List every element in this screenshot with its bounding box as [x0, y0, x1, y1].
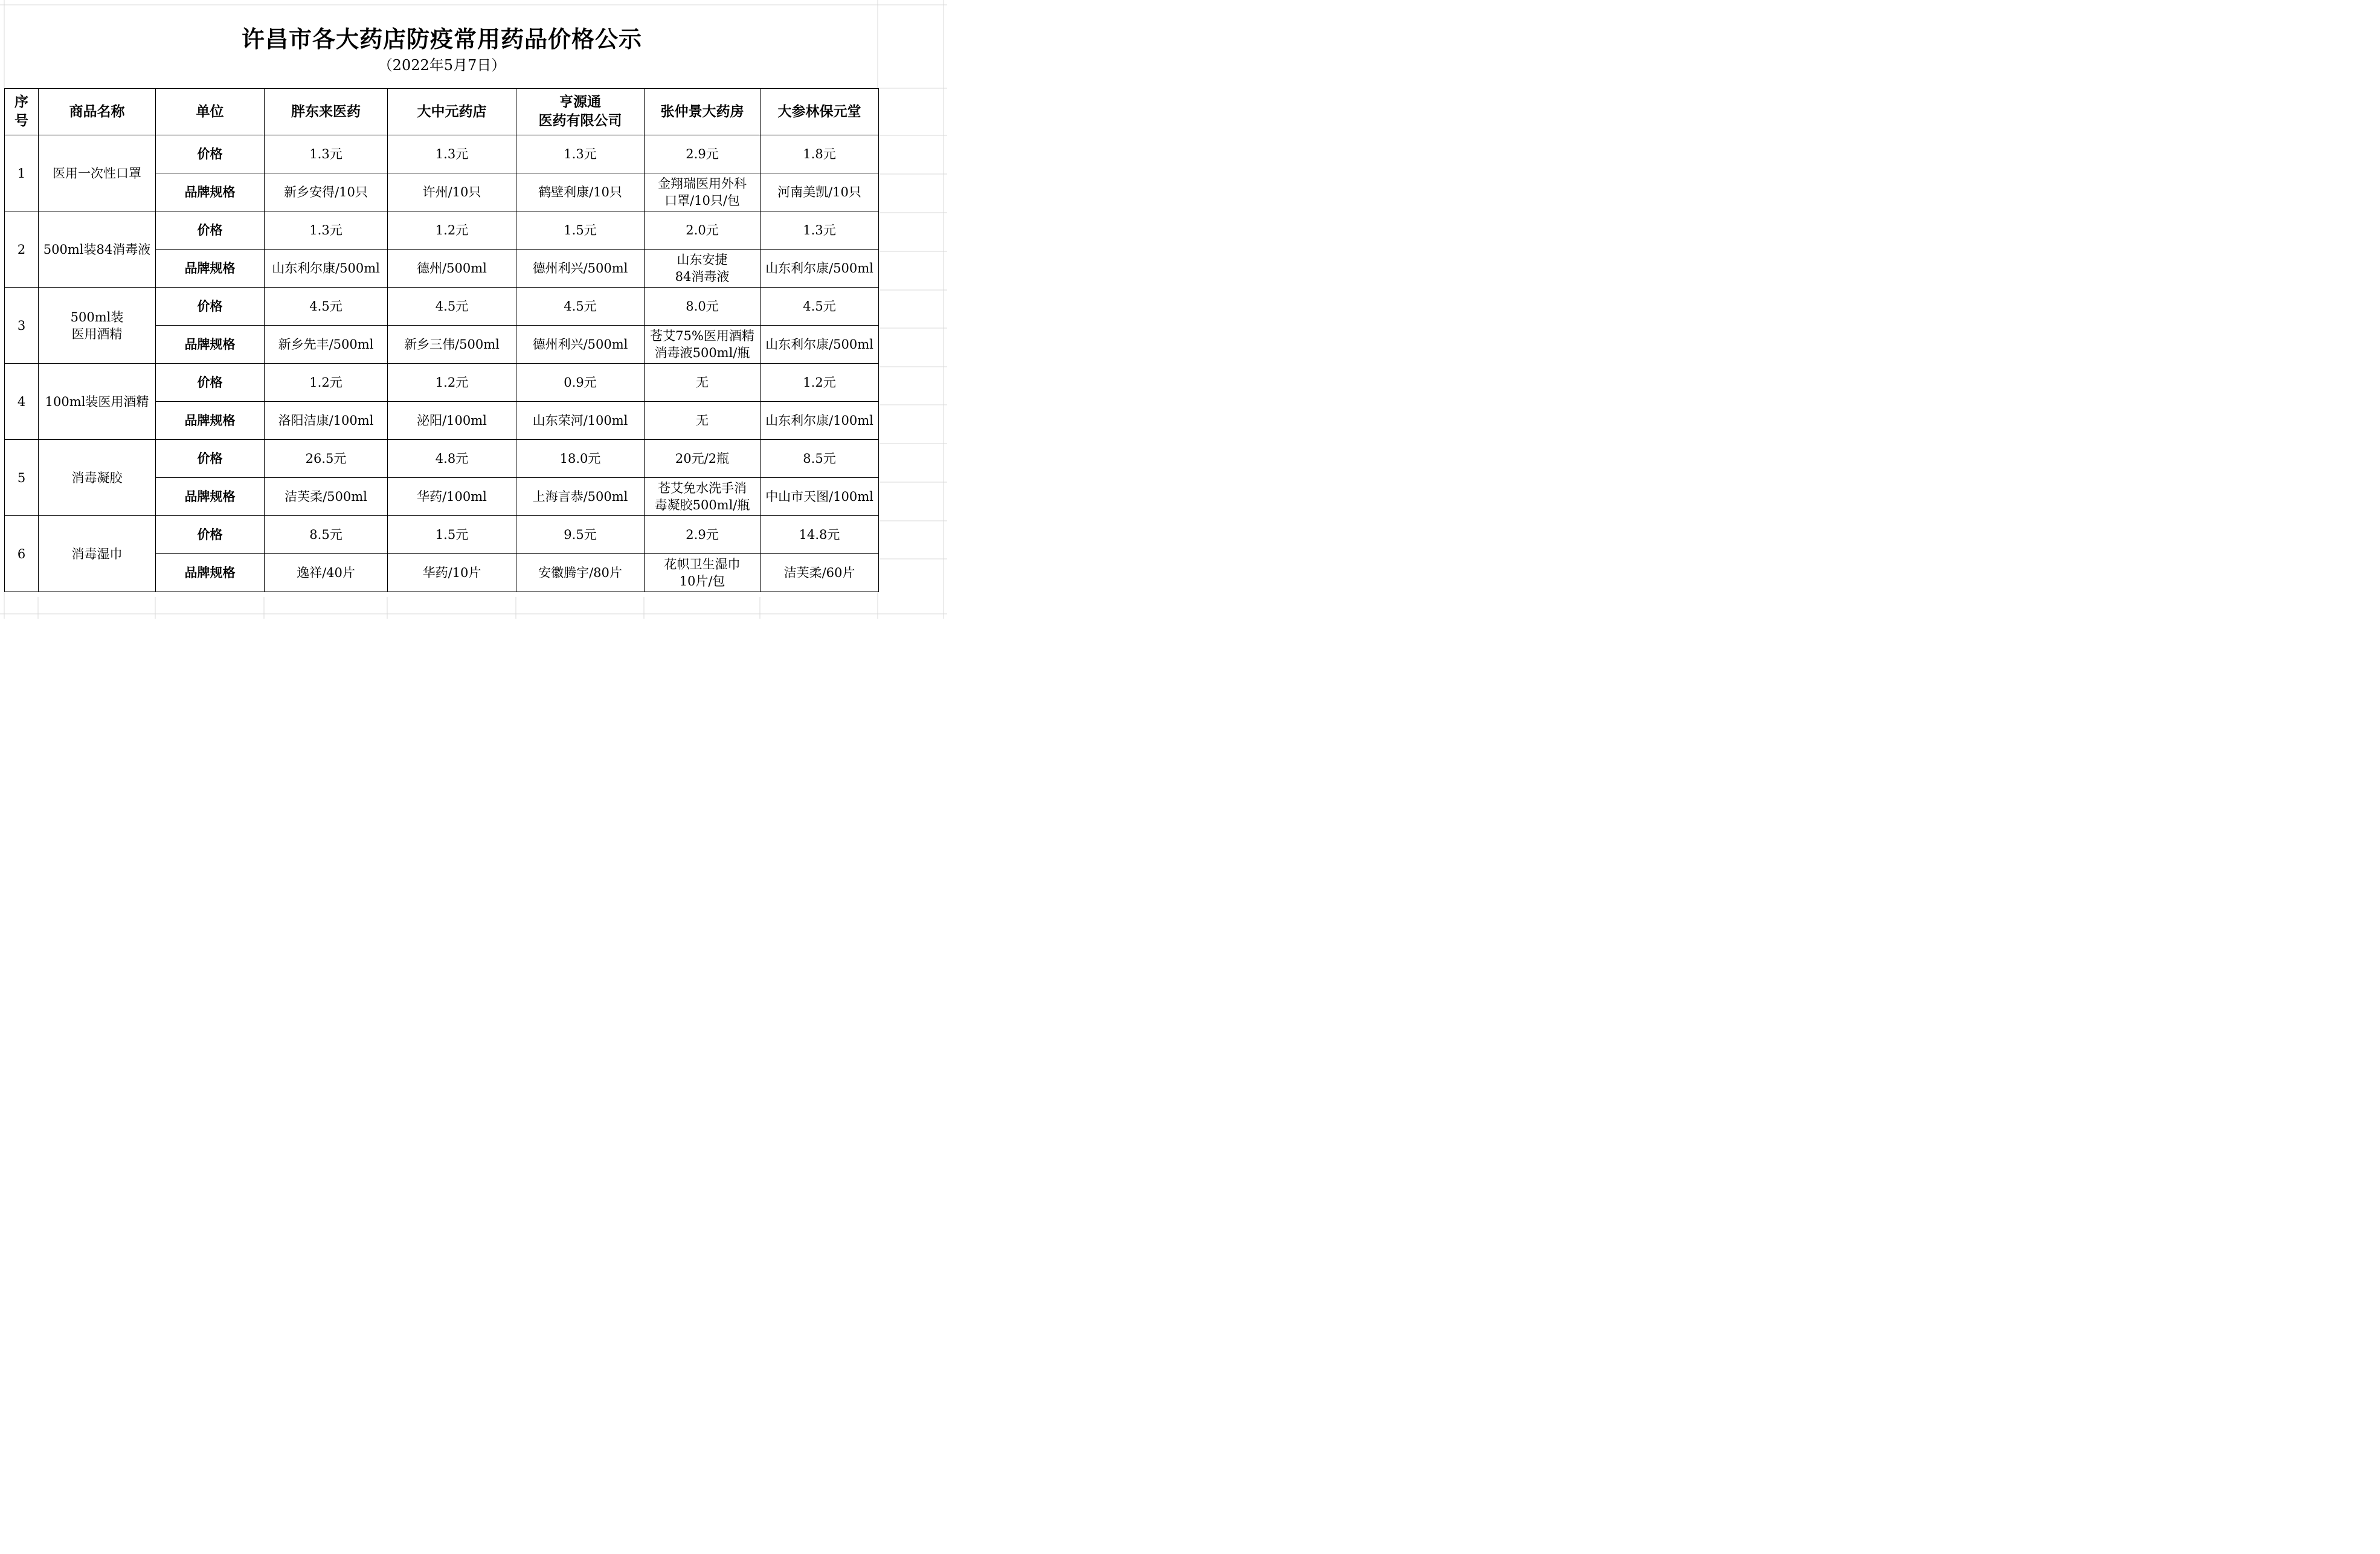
brand-spec-cell	[645, 173, 761, 211]
brand-spec-cell	[265, 250, 388, 288]
brand-spec-cell	[388, 402, 516, 440]
cell-text-line: 医用酒精	[71, 326, 123, 341]
cell-text-line: 德州/500ml	[417, 261, 487, 276]
product-name	[39, 211, 156, 288]
header-seq-char: 序	[14, 94, 28, 110]
cell-text-line: 新乡安得/10只	[284, 185, 368, 199]
unit-label-brand: 品牌规格	[156, 478, 265, 516]
cell-text-line: 500ml装	[70, 309, 124, 324]
brand-spec-cell	[516, 478, 645, 516]
header-store	[761, 89, 879, 135]
brand-spec-cell	[265, 402, 388, 440]
price-cell: 1.2元	[388, 364, 516, 402]
cell-text-line: 河南美凯/10只	[777, 185, 861, 199]
cell-text-line: 山东利尔康/500ml	[765, 261, 873, 276]
unit-label-price: 价格	[156, 440, 265, 478]
cell-text-line: 10片/包	[679, 574, 725, 588]
cell-text-line: 张仲景大药房	[660, 103, 744, 120]
price-cell: 8.0元	[645, 288, 761, 326]
price-cell: 2.9元	[645, 516, 761, 554]
brand-spec-cell	[265, 554, 388, 592]
header-seq-char: 号	[14, 113, 28, 129]
table-row-price	[5, 211, 879, 250]
price-cell: 4.5元	[388, 288, 516, 326]
product-name	[39, 364, 156, 440]
cell-text-line: 德州利兴/500ml	[532, 337, 628, 352]
cell-text-line: 山东荣河/100ml	[532, 413, 628, 428]
price-cell: 14.8元	[761, 516, 879, 554]
cell-text-line: 毒凝胶500ml/瓶	[654, 498, 750, 512]
cell-text-line: 大参林保元堂	[777, 103, 861, 120]
cell-text-line: 口罩/10只/包	[664, 193, 740, 208]
brand-spec-cell	[645, 554, 761, 592]
cell-text-line: 洛阳洁康/100ml	[278, 413, 374, 428]
cell-text-line: 花帜卫生湿巾	[664, 557, 741, 572]
brand-spec-cell	[761, 250, 879, 288]
price-cell: 4.5元	[761, 288, 879, 326]
price-cell: 1.3元	[516, 135, 645, 173]
header-product-name: 商品名称	[39, 89, 156, 135]
cell-text-line: 大中元药店	[417, 103, 487, 120]
table-row-price	[5, 135, 879, 173]
price-cell: 2.9元	[645, 135, 761, 173]
price-cell: 8.5元	[265, 516, 388, 554]
cell-text-line: 医用一次性口罩	[53, 166, 141, 181]
cell-text-line: 华药/100ml	[417, 489, 487, 504]
product-name	[39, 440, 156, 516]
unit-label-brand: 品牌规格	[156, 326, 265, 364]
unit-label-brand: 品牌规格	[156, 173, 265, 211]
price-cell: 1.2元	[388, 211, 516, 250]
unit-label-brand: 品牌规格	[156, 554, 265, 592]
price-cell: 18.0元	[516, 440, 645, 478]
unit-label-price: 价格	[156, 516, 265, 554]
product-name	[39, 135, 156, 211]
price-cell: 4.8元	[388, 440, 516, 478]
cell-text-line: 亨源通	[559, 94, 601, 110]
cell-text-line: 安徽腾宇/80片	[538, 566, 622, 580]
cell-text-line: 无	[696, 413, 709, 428]
unit-label-price: 价格	[156, 288, 265, 326]
cell-text-line: 消毒湿巾	[71, 546, 123, 561]
cell-text-line: 逸祥/40片	[297, 566, 355, 580]
table-row-price	[5, 440, 879, 478]
cell-text-line: 苍艾75%医用酒精	[650, 329, 754, 343]
header-row	[5, 89, 879, 135]
cell-text-line: 许州/10只	[422, 185, 481, 199]
cell-text-line: 洁芙柔/60片	[783, 566, 855, 580]
cell-text-line: 苍艾免水洗手消	[658, 481, 747, 495]
page-title: 许昌市各大药店防疫常用药品价格公示	[241, 26, 642, 53]
product-name	[39, 516, 156, 592]
brand-spec-cell	[265, 326, 388, 364]
unit-label-brand: 品牌规格	[156, 402, 265, 440]
cell-text-line: 洁芙柔/500ml	[285, 489, 367, 504]
brand-spec-cell	[761, 173, 879, 211]
cell-text-line: 山东利尔康/500ml	[765, 337, 873, 352]
cell-text-line: 华药/10片	[422, 566, 481, 580]
cell-text-line: 泌阳/100ml	[417, 413, 487, 428]
brand-spec-cell	[516, 326, 645, 364]
header-unit: 单位	[156, 89, 265, 135]
cell-text-line: 中山市天图/100ml	[765, 489, 873, 504]
cell-text-line: 消毒液500ml/瓶	[654, 346, 750, 360]
cell-text-line: 山东安捷	[677, 253, 728, 267]
price-cell: 8.5元	[761, 440, 879, 478]
header-store	[516, 89, 645, 135]
brand-spec-cell	[516, 554, 645, 592]
brand-spec-cell	[761, 402, 879, 440]
row-seq-number: 5	[5, 440, 39, 516]
row-seq-number: 3	[5, 288, 39, 364]
price-cell: 4.5元	[265, 288, 388, 326]
brand-spec-cell	[388, 326, 516, 364]
brand-spec-cell	[645, 478, 761, 516]
price-cell: 1.5元	[516, 211, 645, 250]
price-cell: 1.3元	[388, 135, 516, 173]
brand-spec-cell	[388, 554, 516, 592]
brand-spec-cell	[645, 402, 761, 440]
brand-spec-cell	[761, 478, 879, 516]
price-cell: 20元/2瓶	[645, 440, 761, 478]
header-seq	[5, 89, 39, 135]
header-store	[265, 89, 388, 135]
cell-text-line: 山东利尔康/500ml	[272, 261, 380, 276]
brand-spec-cell	[645, 250, 761, 288]
cell-text-line: 新乡先丰/500ml	[278, 337, 374, 352]
product-name	[39, 288, 156, 364]
header-store	[645, 89, 761, 135]
brand-spec-cell	[388, 250, 516, 288]
brand-spec-cell	[645, 326, 761, 364]
cell-text-line: 500ml装84消毒液	[43, 242, 151, 257]
table-row-price	[5, 364, 879, 402]
unit-label-price: 价格	[156, 211, 265, 250]
price-cell: 1.3元	[265, 211, 388, 250]
price-cell: 1.3元	[761, 211, 879, 250]
unit-label-price: 价格	[156, 364, 265, 402]
price-table	[4, 88, 879, 592]
price-cell: 4.5元	[516, 288, 645, 326]
brand-spec-cell	[761, 326, 879, 364]
row-seq-number: 1	[5, 135, 39, 211]
brand-spec-cell	[516, 173, 645, 211]
header-store	[388, 89, 516, 135]
table-row-price	[5, 288, 879, 326]
price-cell: 0.9元	[516, 364, 645, 402]
price-cell: 1.2元	[761, 364, 879, 402]
brand-spec-cell	[388, 173, 516, 211]
cell-text-line: 上海言恭/500ml	[532, 489, 628, 504]
row-seq-number: 2	[5, 211, 39, 288]
table-body	[5, 135, 879, 592]
cell-text-line: 医药有限公司	[538, 113, 622, 129]
cell-text-line: 84消毒液	[675, 269, 730, 284]
cell-text-line: 德州利兴/500ml	[532, 261, 628, 276]
cell-text-line: 新乡三伟/500ml	[404, 337, 500, 352]
table-row-price	[5, 516, 879, 554]
cell-text-line: 金翔瑞医用外科	[658, 176, 747, 191]
page-subtitle-date: （2022年5月7日）	[378, 57, 506, 74]
cell-text-line: 100ml装医用酒精	[45, 394, 149, 409]
row-seq-number: 4	[5, 364, 39, 440]
price-cell: 无	[645, 364, 761, 402]
cell-text-line: 鹤壁利康/10只	[538, 185, 622, 199]
price-cell: 1.3元	[265, 135, 388, 173]
row-seq-number: 6	[5, 516, 39, 592]
price-cell: 1.5元	[388, 516, 516, 554]
cell-text-line: 山东利尔康/100ml	[765, 413, 873, 428]
unit-label-brand: 品牌规格	[156, 250, 265, 288]
price-cell: 2.0元	[645, 211, 761, 250]
brand-spec-cell	[516, 402, 645, 440]
price-cell: 1.2元	[265, 364, 388, 402]
cell-text-line: 消毒凝胶	[71, 470, 123, 485]
brand-spec-cell	[388, 478, 516, 516]
brand-spec-cell	[265, 478, 388, 516]
unit-label-price: 价格	[156, 135, 265, 173]
cell-text-line: 胖东来医药	[291, 103, 361, 120]
price-cell: 9.5元	[516, 516, 645, 554]
brand-spec-cell	[516, 250, 645, 288]
price-cell: 1.8元	[761, 135, 879, 173]
brand-spec-cell	[265, 173, 388, 211]
brand-spec-cell	[761, 554, 879, 592]
price-cell: 26.5元	[265, 440, 388, 478]
